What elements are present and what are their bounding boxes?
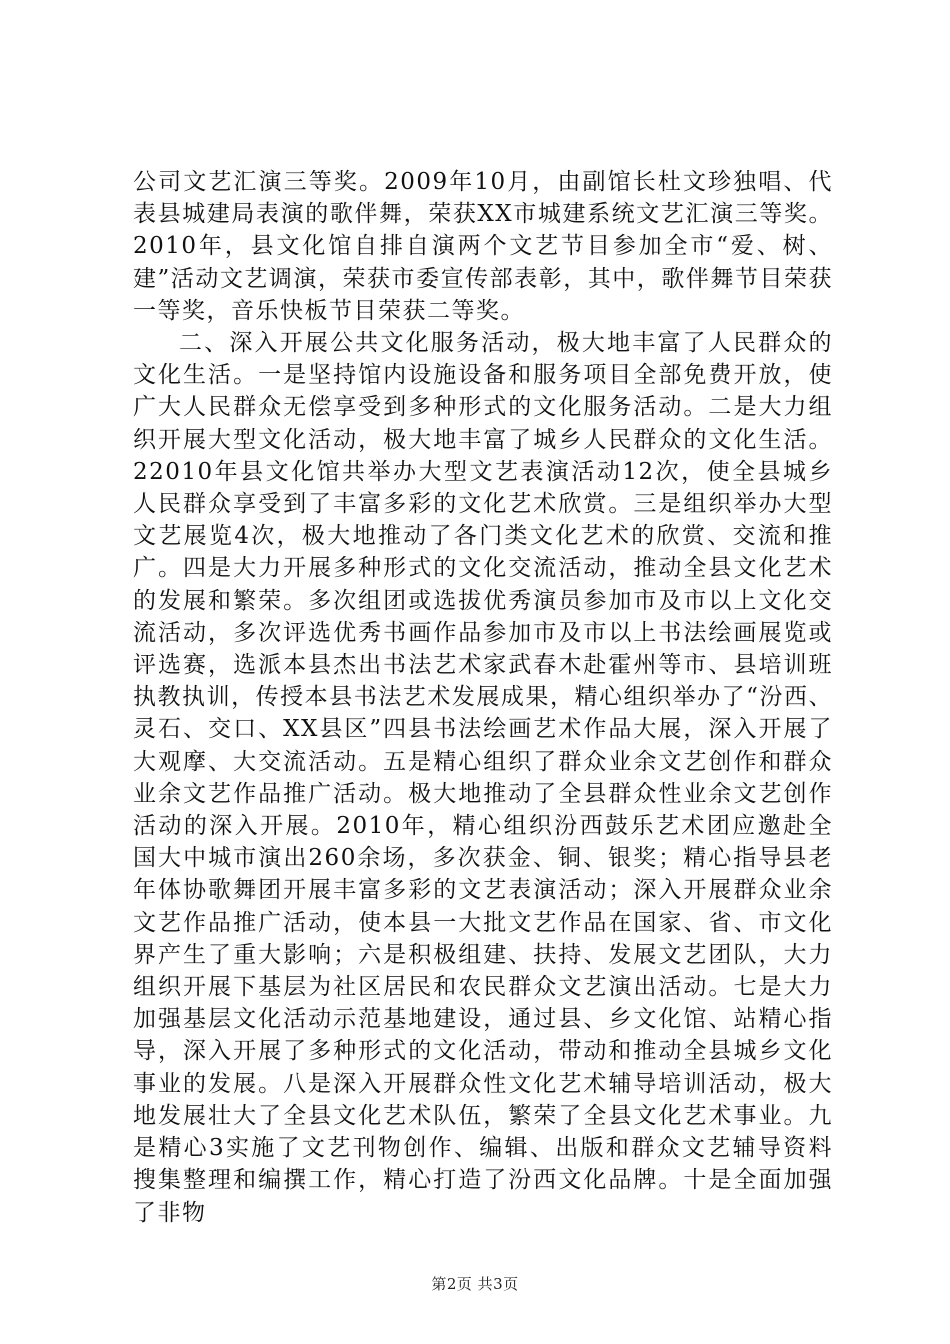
page-footer: 第2页 共3页 <box>431 1275 519 1293</box>
paragraph-2: 二、深入开展公共文化服务活动，极大地丰富了人民群众的文化生活。一是坚持馆内设施设备和服务项目全部免费开放，使广大人民群众无偿享受到多种形式的文化服务活动。二是大力组织开展大型文化活动，极大地丰富了城乡人民群众的文化生活。22010年县文化馆共举办大型文艺表演活动12次，使全县城乡人民群众享受到了丰富多彩的文化艺术欣赏。三是组织举办大型文艺展览4次，极大地推动了各门类文化艺术的欣赏、交流和推广。四是大力开展多种形式的文化交流活动，推动全县文化艺术的发展和繁荣。多次组团或选拔优秀演员参加市及市以上文化交流活动，多次评选优秀书画作品参加市及市以上书法绘画展览或评选赛，选派本县杰出书法艺术家武春木赴霍州等市、县培训班执教执训，传授本县书法艺术发展成果，精心组织举办了“汾西、灵石、交口、XX县区”四县书法绘画艺术作品大展，深入开展了大观摩、大交流活动。五是精心组织了群众业余文艺创作和群众业余文艺作品推广活动。极大地推动了全县群众性业余文艺创作活动的深入开展。2010年，精心组织汾西鼓乐艺术团应邀赴全国大中城市演出260余场，多次获金、铜、银奖；精心指导县老年体协歌舞团开展丰富多彩的文艺表演活动；深入开展群众业余文艺作品推广活动，使本县一大批文艺作品在国家、省、市文化界产生了重大影响；六是积极组建、扶持、发展文艺团队，大力组织开展下基层为社区居民和农民群众文艺演出活动。七是大力加强基层文化活动示范基地建设，通过县、乡文化馆、站精心指导，深入开展了多种形式的文化活动，带动和推动全县城乡文化事业的发展。八是深入开展群众性文化艺术辅导培训活动，极大地发展壮大了全县文化艺术队伍，繁荣了全县文化艺术事业。九是精心3实施了文艺刊物创作、编辑、出版和群众文艺辅导资料搜集整理和编撰工作，精心打造了汾西文化品牌。十是全面加强了非物 <box>133 330 833 1226</box>
paragraph-1: 公司文艺汇演三等奖。2009年10月，由副馆长杜文珍独唱、代表县城建局表演的歌伴舞，荣获XX市城建系统文艺汇演三等奖。2010年，县文化馆自排自演两个文艺节目参加全市“爱、树、建”活动文艺调演，荣获市委宣传部表彰，其中，歌伴舞节目荣获一等奖，音乐快板节目荣获二等奖。 <box>133 169 833 324</box>
document-body <box>133 166 833 1229</box>
